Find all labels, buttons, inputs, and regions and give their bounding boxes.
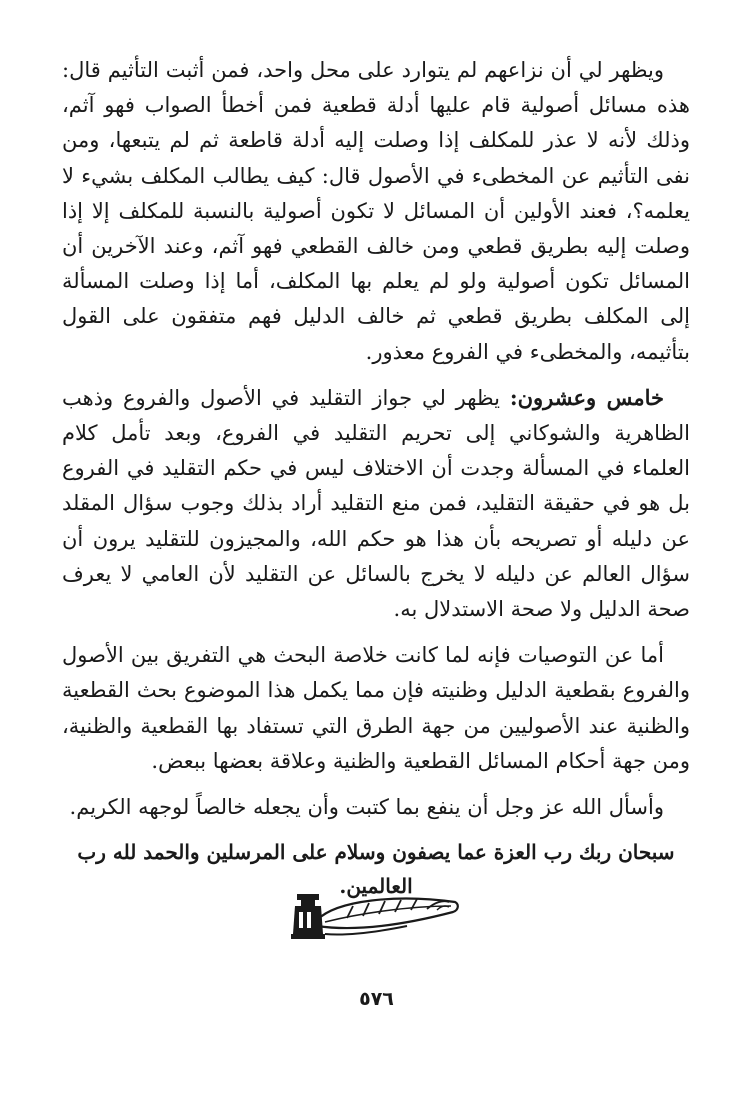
- closing-line: سبحان ربك رب العزة عما يصفون وسلام على المرسلين والحمد لله رب العالمين.: [77, 840, 675, 899]
- paragraph-2-lead: خامس وعشرون:: [509, 384, 664, 410]
- paragraph-2-text: يظهر لي جواز التقليد في الأصول والفروع وذهب الظاهرية والشوكاني إلى تحريم التقليد في الفروع، وبعد تأمل كلام العلماء في المسألة وجدت أن الاختلاف ليس في حكم التقليد في الفروع بل هو في حقيقة التقليد، فمن منع التقليد أراد بذلك وجوب سؤال المقلد عن دليله أو تصريحه بأن هذا هو حكم الله، والمجيزون للتقليد يرون أن سؤال العالم عن دليله لا يخرج بالسائل عن التقليد لأن العامي لا يعرف صحة الدليل ولا صحة الاستدلال به.: [62, 385, 690, 622]
- inkwell-and-quill-ornament-icon: [287, 880, 467, 942]
- paragraph-4: [62, 789, 690, 825]
- paragraph-1-text: ويظهر لي أن نزاعهم لم يتوارد على محل واحد، فمن أثبت التأثيم قال: هذه مسائل أصولية قام عليها أدلة قطعية فمن أخطأ الصواب فهو آثم، وذلك لأنه لا عذر للمكلف إذا وصلت إليه أدلة قاطعة ثم لم يتبعها، ومن نفى التأثيم عن المخطىء في الأصول قال: كيف يطالب المكلف بشيء لا يعلمه؟، فعند الأولين أن المسائل لا تكون أصولية بالنسبة للمكلف إلا إذا وصلت إليه بطريق قطعي ومن خالف القطعي فهو آثم، وعند الآخرين أن المسائل تكون أصولية ولو لم يعلم بها المكلف، أما إذا وصلت المسألة إلى المكلف بطريق قطعي ثم خالف الدليل فهم متفقون على القول بتأثيمه، والمخطىء في الفروع معذور.: [62, 58, 690, 364]
- page-number: ٥٧٦: [359, 988, 394, 1010]
- paragraph-4-text: وأسأل الله عز وجل أن ينفع بما كتبت وأن يجعله خالصاً لوجهه الكريم.: [69, 795, 664, 820]
- ornament-container: [0, 880, 753, 946]
- page-body: [62, 52, 690, 903]
- paragraph-3-text: أما عن التوصيات فإنه لما كانت خلاصة البحث هي التفريق بين الأصول والفروع بقطعية الدليل وظنيته فإن مما يكمل هذا الموضوع بحث القطعية والظنية عند الأصوليين من جهة الطرق التي تستفاد بها القطعية والظنية، ومن جهة أحكام المسائل القطعية والظنية وعلاقة بعضها ببعض.: [62, 643, 690, 773]
- paragraph-3: [62, 637, 690, 779]
- paragraph-1: [62, 52, 690, 370]
- paragraph-2: [62, 380, 690, 627]
